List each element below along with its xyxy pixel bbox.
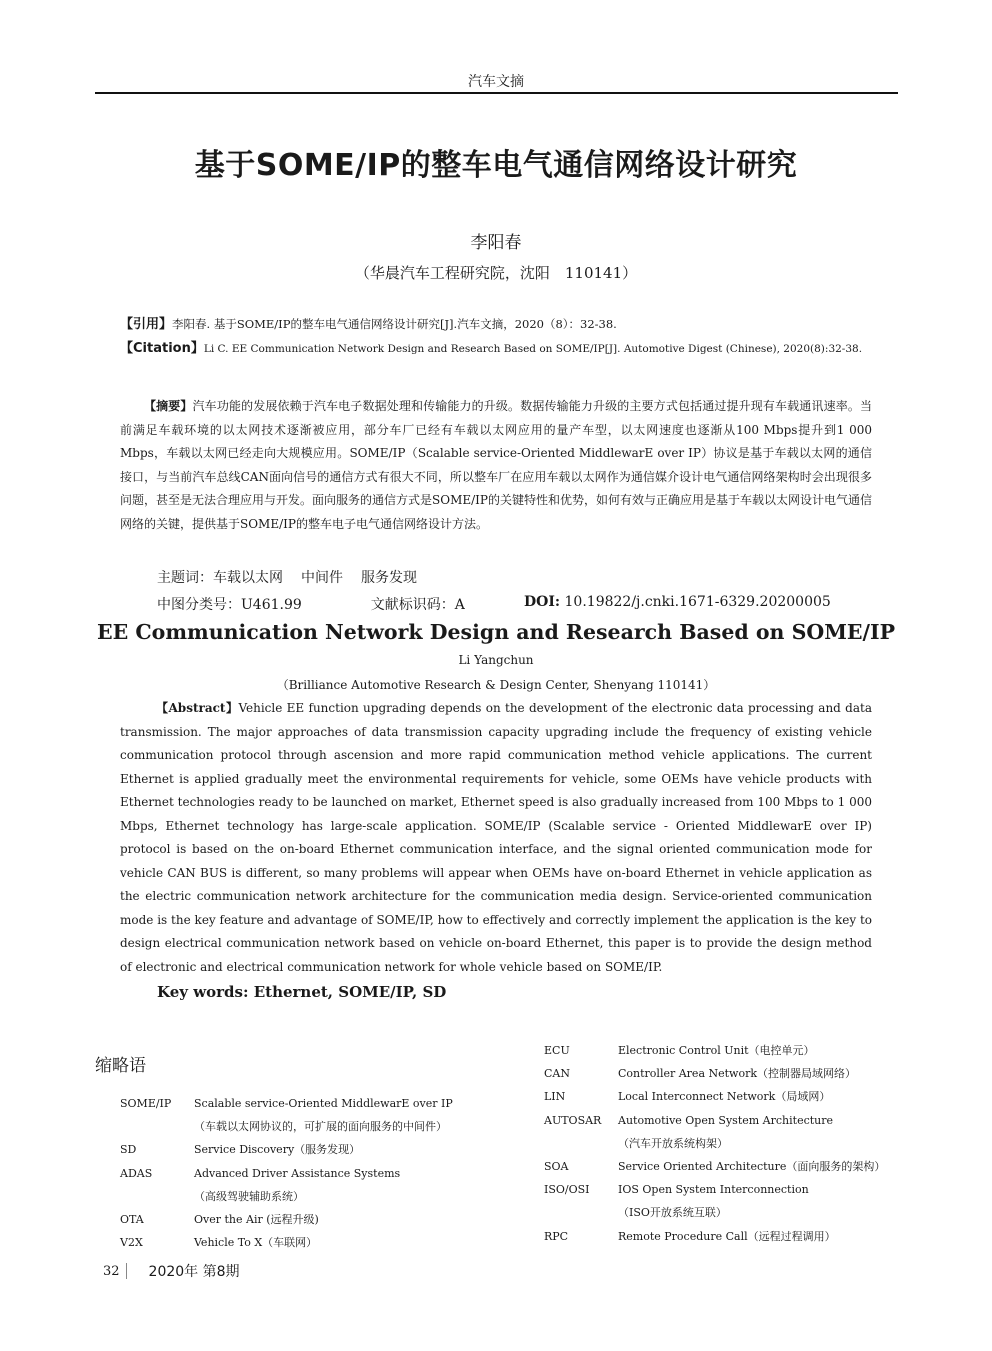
abbreviation-key: AUTOSAR bbox=[544, 1113, 602, 1127]
definition-line: （高级驾驶辅助系统） bbox=[194, 1189, 304, 1203]
keyword: 车载以太网 bbox=[213, 570, 283, 586]
author: 李阳春 bbox=[470, 233, 522, 253]
author-en: Li Yangchun bbox=[458, 653, 534, 667]
citation-zh-text: 李阳春. 基于SOME/IP的整车电气通信网络设计研究[J].汽车文摘，2020（8）：32-38. bbox=[172, 317, 617, 331]
doc-code-value: A bbox=[454, 597, 465, 613]
page-number: 32 bbox=[103, 1263, 120, 1279]
paper-title: 基于SOME/IP的整车电气通信网络设计研究 bbox=[194, 148, 798, 183]
definition-line: Local Interconnect Network（局域网） bbox=[618, 1090, 831, 1104]
definition-line: Automotive Open System Architecture bbox=[618, 1113, 834, 1127]
definition-line: （ISO开放系统互联） bbox=[618, 1206, 727, 1220]
keywords-zh bbox=[157, 567, 435, 587]
abstract-en bbox=[120, 697, 872, 979]
abbreviation-key: RPC bbox=[544, 1229, 569, 1243]
abbreviation-row bbox=[120, 1231, 520, 1254]
issue-label: 2020年 第8期 bbox=[148, 1264, 240, 1280]
definition-line: Service Oriented Architecture（面向服务的架构） bbox=[618, 1160, 886, 1174]
abbreviation-definition bbox=[618, 1225, 894, 1248]
affiliation-en: （Brilliance Automotive Research & Design Center, Shenyang 110141） bbox=[276, 678, 716, 692]
definition-line: Vehicle To X（车联网） bbox=[194, 1236, 318, 1250]
footer-divider bbox=[126, 1263, 127, 1279]
doc-code-label: 文献标识码： bbox=[370, 597, 455, 613]
definition-line: Over the Air (远程升级) bbox=[194, 1213, 319, 1227]
abbreviation-definition bbox=[194, 1138, 520, 1161]
abbreviation-definition bbox=[618, 1062, 894, 1085]
abbreviation-key: SOA bbox=[544, 1160, 569, 1174]
definition-line: IOS Open System Interconnection bbox=[618, 1183, 809, 1197]
abbreviation-row bbox=[544, 1109, 894, 1155]
abbreviation-key: V2X bbox=[120, 1236, 143, 1250]
abbreviation-key: OTA bbox=[120, 1213, 144, 1227]
abbreviation-definition bbox=[194, 1231, 520, 1254]
abstract-en-label: 【Abstract】 bbox=[156, 701, 239, 715]
paper-title-en: EE Communication Network Design and Research Based on SOME/IP bbox=[96, 620, 896, 644]
keyword: 服务发现 bbox=[361, 570, 417, 586]
abbreviation-row bbox=[120, 1208, 520, 1231]
abbreviation-key: SD bbox=[120, 1143, 137, 1157]
affiliation: （华晨汽车工程研究院，沈阳 110141） bbox=[354, 264, 638, 282]
definition-line: Remote Procedure Call（远程过程调用） bbox=[618, 1229, 836, 1243]
keyword: 中间件 bbox=[301, 570, 343, 586]
abbreviation-key: ECU bbox=[544, 1044, 570, 1057]
citation-en-text: Li C. EE Communication Network Design and Research Based on SOME/IP[J]. Automotive Digest (Chinese), 2020(8):32-38. bbox=[203, 343, 863, 355]
abbreviation-row bbox=[544, 1062, 894, 1085]
abbreviations-right bbox=[544, 1039, 894, 1248]
citation-en-label: 【Citation】 bbox=[120, 341, 204, 356]
page-footer bbox=[103, 1261, 240, 1281]
abbreviation-key: SOME/IP bbox=[120, 1097, 172, 1110]
running-header: 汽车文摘 bbox=[468, 74, 524, 90]
abbreviation-row bbox=[120, 1092, 520, 1138]
citation-zh bbox=[120, 313, 880, 332]
definition-line: （汽车开放系统构架） bbox=[618, 1136, 728, 1150]
abbreviations-left bbox=[120, 1092, 520, 1254]
definition-line: Scalable service-Oriented MiddlewarE over IP bbox=[194, 1097, 453, 1110]
abbreviation-row bbox=[544, 1085, 894, 1108]
abbreviation-row bbox=[544, 1225, 894, 1248]
citation-en bbox=[120, 337, 880, 356]
abbreviation-row bbox=[120, 1138, 520, 1161]
abbreviation-definition bbox=[194, 1092, 520, 1138]
abbreviation-definition bbox=[194, 1208, 520, 1231]
abbreviation-row bbox=[544, 1178, 894, 1224]
clc-value: U461.99 bbox=[241, 597, 302, 613]
header-rule bbox=[95, 92, 898, 94]
definition-line: Advanced Driver Assistance Systems bbox=[194, 1166, 401, 1180]
definition-line: Service Discovery（服务发现） bbox=[194, 1143, 361, 1157]
doi-value: 10.19822/j.cnki.1671-6329.20200005 bbox=[564, 594, 831, 610]
classification bbox=[157, 594, 465, 614]
abbreviation-row bbox=[544, 1155, 894, 1178]
abstract-zh bbox=[120, 395, 872, 537]
abbreviation-definition bbox=[194, 1162, 520, 1208]
abbreviation-key: ISO/OSI bbox=[544, 1183, 590, 1197]
keywords-zh-label: 主题词： bbox=[157, 570, 213, 586]
abbreviation-definition bbox=[618, 1178, 894, 1224]
abbreviation-key: ADAS bbox=[120, 1166, 153, 1180]
abbreviation-definition bbox=[618, 1039, 894, 1062]
abstract-zh-text: 汽车功能的发展依赖于汽车电子数据处理和传输能力的升级。数据传输能力升级的主要方式包括通过提升现有车载通讯速率。当前满足车载环境的以太网技术逐渐被应用，部分车厂已经有车载以太网应用的量产车型，以太网速度也逐渐从100 Mbps提升到1 000 Mbps，车载以太网已经走向大规模应用。SOME/IP（Scalable service-Oriented MiddlewarE over IP）协议是基于车载以太网的通信接口，与当前汽车总线CAN面向信号的通信方式有很大不同，所以整车厂在应用车载以太网作为通信媒介设计电气通信网络架构时会出现很多问题，甚至是无法合理应用与开发。面向服务的通信方式是SOME/IP的关键特性和优势，如何有效与正确应用是基于车载以太网设计电气通信网络的关键，提供基于SOME/IP的整车电子电气通信网络设计方法。 bbox=[120, 399, 872, 531]
definition-line: （车载以太网协议的，可扩展的面向服务的中间件） bbox=[194, 1120, 447, 1134]
abstract-en-text: Vehicle EE function upgrading depends on the development of the electronic data processing and data transmission. The major approaches of data transmission capacity upgrading include the frequency of existing vehicle communication protocol through ascension and more rapid communication method vehicle applications. The current Ethernet is applied gradually meet the environmental requirements for vehicle, some OEMs have vehicle products with Ethernet technologies ready to be launched on market, Ethernet speed is also gradually increased from 100 Mbps to 1 000 Mbps, Ethernet technology has large-scale application. SOME/IP (Scalable service - Oriented MiddlewarE over IP) protocol is based on the on-board Ethernet communication interface, and the signal oriented communication mode for vehicle CAN BUS is different, so many problems will appear when OEMs have on-board Ethernet in vehicle application as the electric communication network architecture for the communication media design. Service-oriented communication mode is the key feature and advantage of SOME/IP, how to effectively and correctly implement the application is the key to design electrical communication network based on vehicle on-board Ethernet, this paper is to provide the design method of electronic and electrical communication network for whole vehicle based on SOME/IP. bbox=[120, 701, 872, 974]
abbreviation-row bbox=[544, 1039, 894, 1062]
abbreviation-definition bbox=[618, 1109, 894, 1155]
abbreviations-heading: 缩略语 bbox=[95, 1056, 146, 1076]
doi bbox=[524, 594, 831, 610]
doi-label: DOI: bbox=[524, 594, 561, 610]
definition-line: Electronic Control Unit（电控单元） bbox=[618, 1044, 815, 1057]
abbreviation-definition bbox=[618, 1085, 894, 1108]
citation-zh-label: 【引用】 bbox=[120, 317, 173, 332]
abbreviation-definition bbox=[618, 1155, 894, 1178]
abbreviation-key: LIN bbox=[544, 1090, 566, 1104]
clc-label: 中图分类号： bbox=[157, 597, 241, 613]
abbreviation-key: CAN bbox=[544, 1067, 570, 1081]
abstract-zh-label: 【摘要】 bbox=[144, 399, 193, 413]
keywords-en: Key words: Ethernet, SOME/IP, SD bbox=[157, 983, 447, 1001]
abbreviation-row bbox=[120, 1162, 520, 1208]
definition-line: Controller Area Network（控制器局域网络） bbox=[618, 1067, 857, 1081]
